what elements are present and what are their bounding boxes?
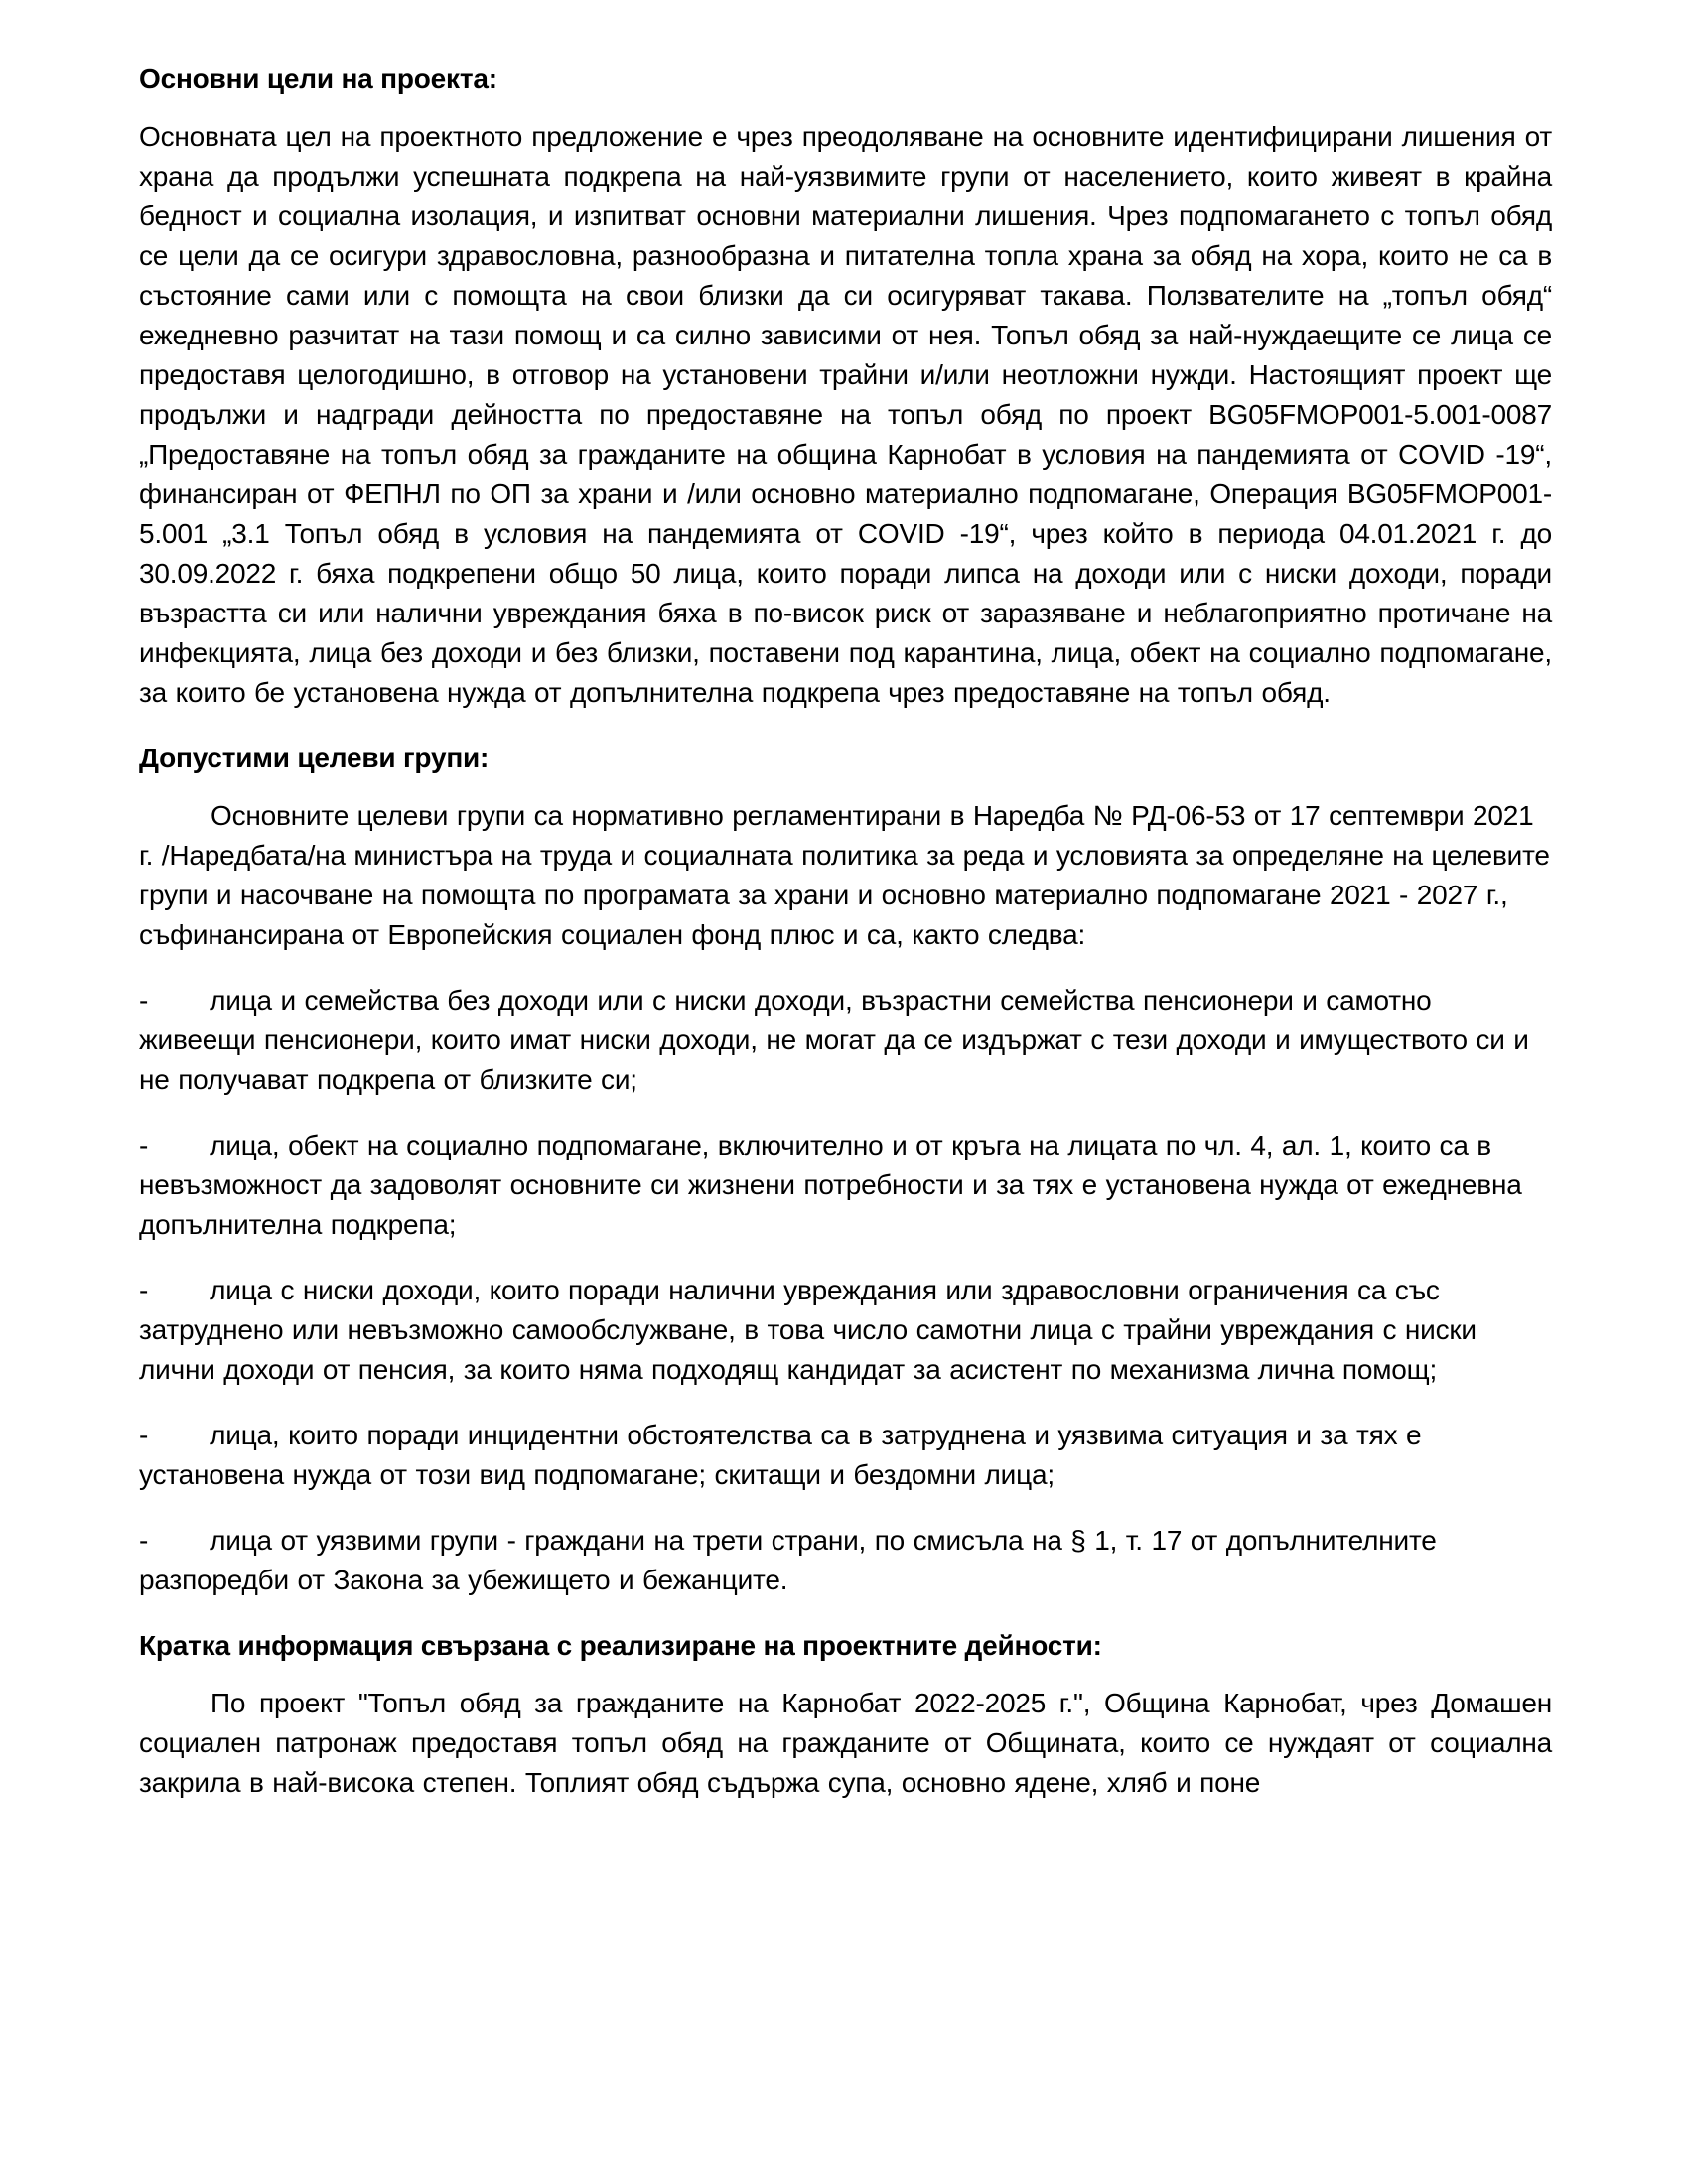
bullet-marker: - (139, 1420, 149, 1450)
paragraph-project-activities: По проект "Топъл обяд за гражданите на Карнобат 2022-2025 г.", Община Карнобат, чрез Домашен социален патронаж предоставя топъл обяд на гражданите от Общината, които се нуждаят от социална закрила в най-висока степен. Топлият обяд съдържа супа, основно ядене, хляб и поне (139, 1688, 1552, 1798)
bullet-text: лица с ниски доходи, които поради налични увреждания или здравословни ограничения са със затруднено или невъзможно самообслужване, в това число самотни лица с трайни увреждания с ниски лични доходи от пенсия, за които няма подходящ кандидат за асистент по механизма лична помощ; (139, 1275, 1477, 1385)
section-heading-project-activities: Кратка информация свързана с реализиране на проектните дейности: (139, 1630, 1102, 1661)
bullet-item-5 (139, 1521, 1552, 1600)
paragraph-target-groups-intro: Основните целеви групи са нормативно регламентирани в Наредба № РД-06-53 от 17 септември 2021 г. /Наредбата/на министъра на труда и социалната политика за реда и условията за определяне на целевите групи и насочване на помощта по програмата за храни и основно материално подпомагане 2021 - 2027 г., съфинансирана от Европейския социален фонд плюс и са, както следва: (139, 800, 1550, 950)
bullet-item-2 (139, 1126, 1552, 1245)
bullet-item-1 (139, 981, 1552, 1100)
bullet-marker: - (139, 1525, 149, 1556)
section-heading-target-groups: Допустими целеви групи: (139, 743, 490, 773)
bullet-text: лица, които поради инцидентни обстоятелства са в затруднена и уязвима ситуация и за тях е установена нужда от този вид подпомагане; скитащи и бездомни лица; (139, 1420, 1422, 1490)
bullet-text: лица, обект на социално подпомагане, включително и от кръга на лицата по чл. 4, ал. 1, които са в невъзможност да задоволят основните си жизнени потребности и за тях е установена нужда от ежедневна допълнителна подкрепа; (139, 1130, 1522, 1240)
bullet-text: лица и семейства без доходи или с ниски доходи, възрастни семейства пенсионери и самотно живеещи пенсионери, които имат ниски доходи, не могат да се издържат с тези доходи и имуществото си и не получават подкрепа от близките си; (139, 985, 1529, 1095)
bullet-marker: - (139, 985, 149, 1016)
section-heading-main-goals: Основни цели на проекта: (139, 64, 497, 94)
bullet-item-4 (139, 1416, 1552, 1495)
paragraph-main-goals: Основната цел на проектното предложение е чрез преодоляване на основните идентифицирани лишения от храна да продължи успешната подкрепа на най-уязвимите групи от населението, които живеят в крайна бедност и социална изолация, и изпитват основни материални лишения. Чрез подпомагането с топъл обяд се цели да се осигури здравословна, разнообразна и питателна топла храна за обяд на хора, които не са в състояние сами или с помощта на свои близки да си осигуряват такава. Ползвателите на „топъл обяд“ ежедневно разчитат на тази помощ и са силно зависими от нея. Топъл обяд за най-нуждаещите се лица се предоставя целогодишно, в отговор на установени трайни и/или неотложни нужди. Настоящият проект ще продължи и надгради дейността по предоставяне на топъл обяд по проект BG05FMOP001-5.001-0087 „Предоставяне на топъл обяд за гражданите на община Карнобат в условия на пандемията от COVID -19“, финансиран от ФЕПНЛ по ОП за храни и /или основно материално подпомагане, Операция BG05FMOP001-5.001 „3.1 Топъл обяд в условия на пандемията от COVID -19“, чрез който в периода 04.01.2021 г. до 30.09.2022 г. бяха подкрепени общо 50 лица, които поради липса на доходи или с ниски доходи, поради възрастта си или налични увреждания бяха в по-висок риск от заразяване и неблагоприятно протичане на инфекцията, лица без доходи и без близки, поставени под карантина, лица, обект на социално подпомагане, за които бе установена нужда от допълнителна подкрепа чрез предоставяне на топъл обяд. (139, 121, 1552, 708)
bullet-text: лица от уязвими групи - граждани на трети страни, по смисъла на § 1, т. 17 от допълнителните разпоредби от Закона за убежището и бежанците. (139, 1525, 1437, 1595)
bullet-marker: - (139, 1130, 149, 1160)
bullet-marker: - (139, 1275, 149, 1305)
bullet-item-3 (139, 1271, 1552, 1390)
